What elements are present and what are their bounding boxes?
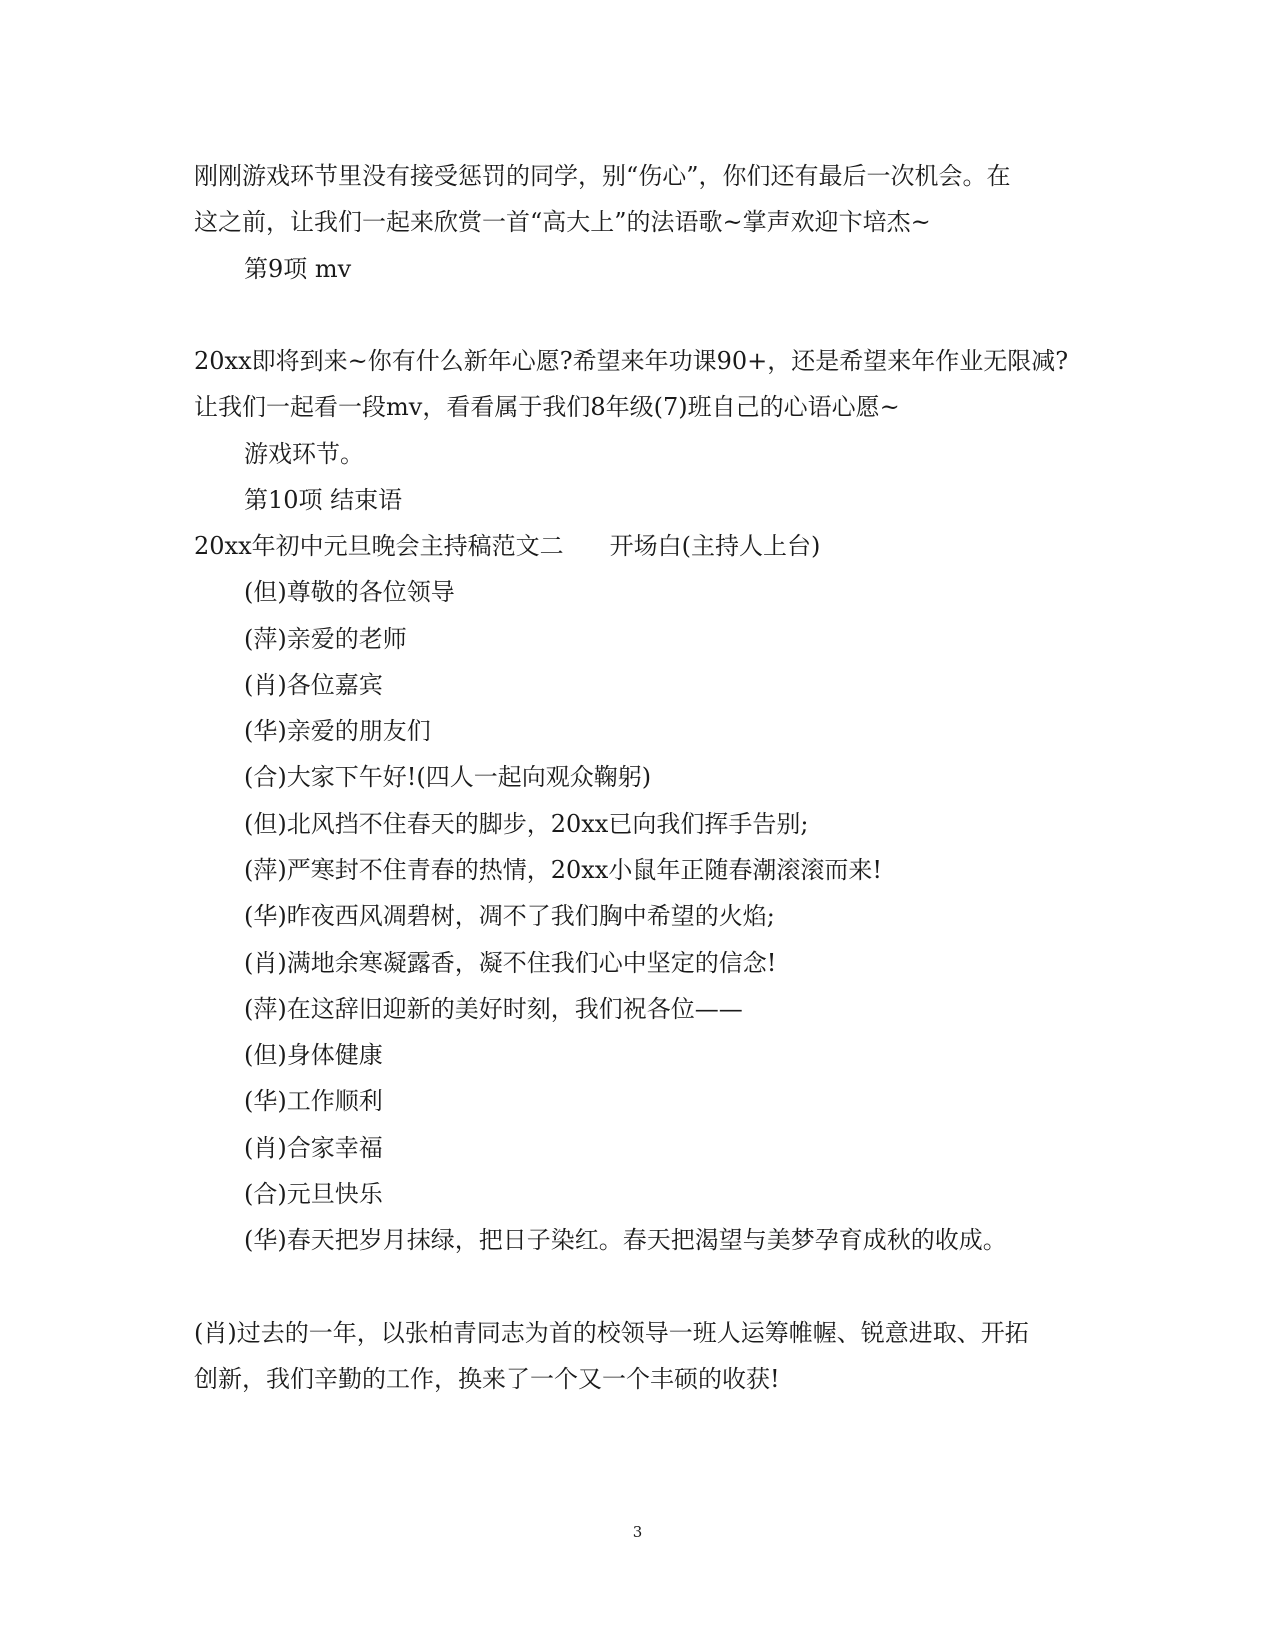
script-line: (华)春天把岁月抹绿，把日子染红。春天把渴望与美梦孕育成秋的收成。 (244, 1226, 1007, 1254)
program-item-heading: 第10项 结束语 (244, 486, 403, 514)
body-text-line: 这之前，让我们一起来欣赏一首“高大上”的法语歌~掌声欢迎卞培杰~ (194, 208, 931, 236)
script-line: (肖)满地余寒凝露香，凝不住我们心中坚定的信念! (244, 949, 777, 977)
script-line: (华)工作顺利 (244, 1087, 383, 1115)
script-line: 创新，我们辛勤的工作，换来了一个又一个丰硕的收获! (194, 1365, 780, 1393)
body-text-line: 20xx即将到来~你有什么新年心愿?希望来年功课90+，还是希望来年作业无限减? (194, 347, 1069, 375)
script-line: (萍)严寒封不住青春的热情，20xx小鼠年正随春潮滚滚而来! (244, 856, 882, 884)
script-line: (肖)合家幸福 (244, 1134, 383, 1162)
section-subtitle: 开场白(主持人上台) (609, 532, 821, 560)
script-line: (合)大家下午好!(四人一起向观众鞠躬) (244, 763, 652, 791)
script-line: (华)昨夜西风凋碧树，凋不了我们胸中希望的火焰; (244, 902, 775, 930)
body-text-line: 刚刚游戏环节里没有接受惩罚的同学，别“伤心”，你们还有最后一次机会。在 (194, 162, 1011, 190)
program-item-heading: 第9项 mv (244, 255, 352, 283)
script-line: (但)尊敬的各位领导 (244, 578, 455, 606)
body-text-line: 游戏环节。 (244, 440, 364, 468)
script-line: (合)元旦快乐 (244, 1180, 383, 1208)
script-line: (萍)亲爱的老师 (244, 625, 407, 653)
script-line: (华)亲爱的朋友们 (244, 717, 431, 745)
section-title-line (194, 531, 820, 561)
body-text-line: 让我们一起看一段mv，看看属于我们8年级(7)班自己的心语心愿~ (194, 393, 900, 421)
script-line: (肖)过去的一年，以张柏青同志为首的校领导一班人运筹帷幄、锐意进取、开拓 (194, 1319, 1029, 1347)
script-line: (萍)在这辞旧迎新的美好时刻，我们祝各位—— (244, 995, 743, 1023)
section-title: 20xx年初中元旦晚会主持稿范文二 (194, 532, 564, 560)
script-line: (但)北风挡不住春天的脚步，20xx已向我们挥手告别; (244, 810, 809, 838)
script-line: (肖)各位嘉宾 (244, 671, 383, 699)
script-line: (但)身体健康 (244, 1041, 383, 1069)
page-number: 3 (632, 1523, 643, 1541)
